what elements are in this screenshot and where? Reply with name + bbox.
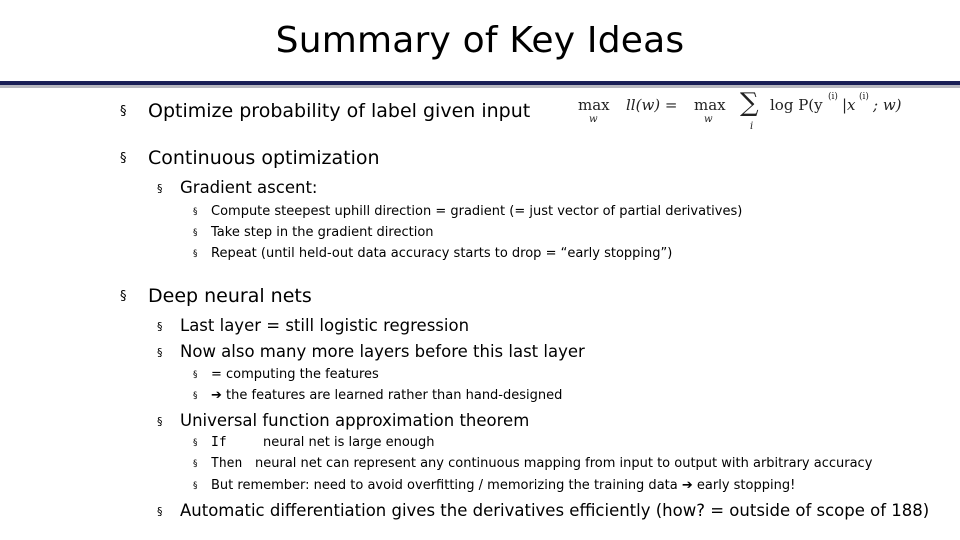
bullet-now-also bbox=[157, 342, 585, 361]
text-compute-steepest: Compute steepest uphill direction = gradient (= just vector of partial derivatives) bbox=[211, 204, 743, 219]
bullet-computing-features bbox=[193, 367, 379, 382]
formula-sum: ∑ bbox=[740, 88, 759, 118]
text-continuous: Continuous optimization bbox=[148, 147, 380, 169]
bullet-compute-steepest bbox=[193, 204, 742, 219]
bullet-marker: § bbox=[193, 459, 198, 469]
formula-ll: ll(w) = bbox=[626, 96, 678, 114]
title-underline-gray bbox=[0, 85, 960, 88]
bullet-universal bbox=[157, 411, 529, 430]
keyword-then: Then bbox=[211, 456, 243, 471]
text-automatic: Automatic differentiation gives the derivatives efficiently (how? = outside of scope of 188) bbox=[180, 501, 930, 520]
bullet-marker: § bbox=[193, 370, 198, 380]
bullet-automatic bbox=[157, 501, 929, 520]
bullet-gradient-ascent bbox=[157, 178, 317, 197]
bullet-marker: § bbox=[157, 505, 163, 518]
formula-sub-w-left: w bbox=[589, 114, 598, 125]
text-early-stopping: early stopping! bbox=[692, 478, 796, 493]
bullet-take-step bbox=[193, 225, 434, 240]
text-but-remember: But remember: need to avoid overfitting / memorizing the training data bbox=[211, 478, 682, 493]
formula-sup-xi: (i) bbox=[859, 92, 869, 102]
arrow-icon: ➔ bbox=[681, 478, 693, 493]
bullet-repeat bbox=[193, 246, 672, 261]
formula-sub-i: i bbox=[750, 121, 754, 132]
bullet-marker: § bbox=[157, 182, 163, 195]
bullet-marker: § bbox=[120, 104, 127, 119]
bullet-marker: § bbox=[193, 228, 198, 238]
bullet-features-learned bbox=[193, 388, 562, 403]
bullet-deep-nets bbox=[120, 285, 312, 307]
formula-max-left: max bbox=[578, 96, 610, 114]
log-likelihood-formula bbox=[576, 88, 912, 138]
text-now-also: Now also many more layers before this last layer bbox=[180, 342, 585, 361]
bullet-then bbox=[193, 456, 872, 471]
slide-title: Summary of Key Ideas bbox=[275, 20, 685, 61]
bullet-if bbox=[193, 435, 435, 450]
bullet-marker: § bbox=[193, 391, 198, 401]
formula-tail: ; w) bbox=[873, 96, 902, 114]
bullet-marker: § bbox=[193, 249, 198, 259]
bullet-marker: § bbox=[193, 438, 198, 448]
text-optimize: Optimize probability of label given input bbox=[148, 100, 531, 122]
formula-log-term: log P(y bbox=[770, 96, 823, 114]
formula-sub-w-right: w bbox=[704, 114, 713, 125]
keyword-if: If bbox=[211, 435, 227, 450]
arrow-icon: ➔ bbox=[211, 388, 222, 403]
formula-sup-yi: (i) bbox=[828, 92, 838, 102]
bullet-marker: § bbox=[157, 320, 163, 333]
text-repeat: Repeat (until held-out data accuracy starts to drop = “early stopping”) bbox=[211, 246, 673, 261]
bullet-marker: § bbox=[120, 151, 127, 166]
bullet-optimize bbox=[120, 100, 530, 122]
formula-max-right: max bbox=[694, 96, 726, 114]
formula-given-x: |x bbox=[842, 96, 856, 114]
bullet-marker: § bbox=[193, 481, 198, 491]
text-if: neural net is large enough bbox=[263, 435, 435, 450]
text-gradient-ascent: Gradient ascent: bbox=[180, 178, 318, 197]
text-then: neural net can represent any continuous mapping from input to output with arbitrary accuracy bbox=[255, 456, 873, 471]
bullet-marker: § bbox=[157, 346, 163, 359]
bullet-marker: § bbox=[120, 289, 127, 304]
text-last-layer: Last layer = still logistic regression bbox=[180, 316, 470, 335]
text-deep-nets: Deep neural nets bbox=[148, 285, 312, 307]
bullet-marker: § bbox=[157, 415, 163, 428]
bullet-continuous bbox=[120, 147, 380, 169]
bullet-but-remember bbox=[193, 478, 795, 493]
text-features-learned: the features are learned rather than hand-designed bbox=[221, 388, 563, 403]
bullet-marker: § bbox=[193, 207, 198, 217]
bullet-last-layer bbox=[157, 316, 469, 335]
text-take-step: Take step in the gradient direction bbox=[211, 225, 434, 240]
text-universal: Universal function approximation theorem bbox=[180, 411, 530, 430]
text-computing-features: = computing the features bbox=[211, 367, 379, 382]
